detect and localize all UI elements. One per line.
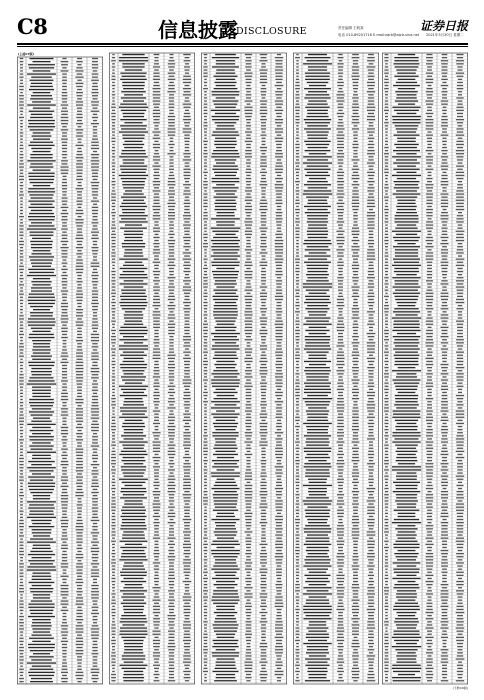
section-subtitle: DISCLOSURE xyxy=(236,26,307,37)
date-line: 2021年3月30日 星期二 xyxy=(426,33,464,37)
table-grid xyxy=(293,53,379,684)
disclosure-table-3 xyxy=(201,51,287,685)
header-rule-thin xyxy=(17,46,468,47)
column-4 xyxy=(293,51,379,685)
column-5 xyxy=(382,51,468,685)
column-1 xyxy=(17,51,103,685)
disclosure-table-4 xyxy=(293,51,379,685)
table-grid xyxy=(17,57,103,684)
newspaper-logo: 证券日报 xyxy=(420,19,469,33)
masthead xyxy=(0,0,484,46)
section-title: 信息披露 xyxy=(158,18,238,42)
disclosure-table-5 xyxy=(382,51,468,685)
page-number: C8 xyxy=(17,14,48,39)
disclosure-columns xyxy=(17,51,468,685)
header-rule xyxy=(17,43,468,45)
disclosure-table-1 xyxy=(17,51,103,685)
editor-line: 责任编辑 王帆真 xyxy=(338,26,364,30)
continued-from-label: (上接C7版) xyxy=(18,52,35,56)
table-grid xyxy=(382,53,468,684)
contact-line: 电话 010-89201716 E-mail:zqrb@zqrb.sina.net xyxy=(338,33,420,37)
continued-to-label: (下转C9版) xyxy=(452,686,468,690)
disclosure-table-2 xyxy=(109,51,195,685)
column-2 xyxy=(109,51,195,685)
table-grid xyxy=(201,53,287,684)
column-3 xyxy=(201,51,287,685)
table-grid xyxy=(109,53,195,684)
